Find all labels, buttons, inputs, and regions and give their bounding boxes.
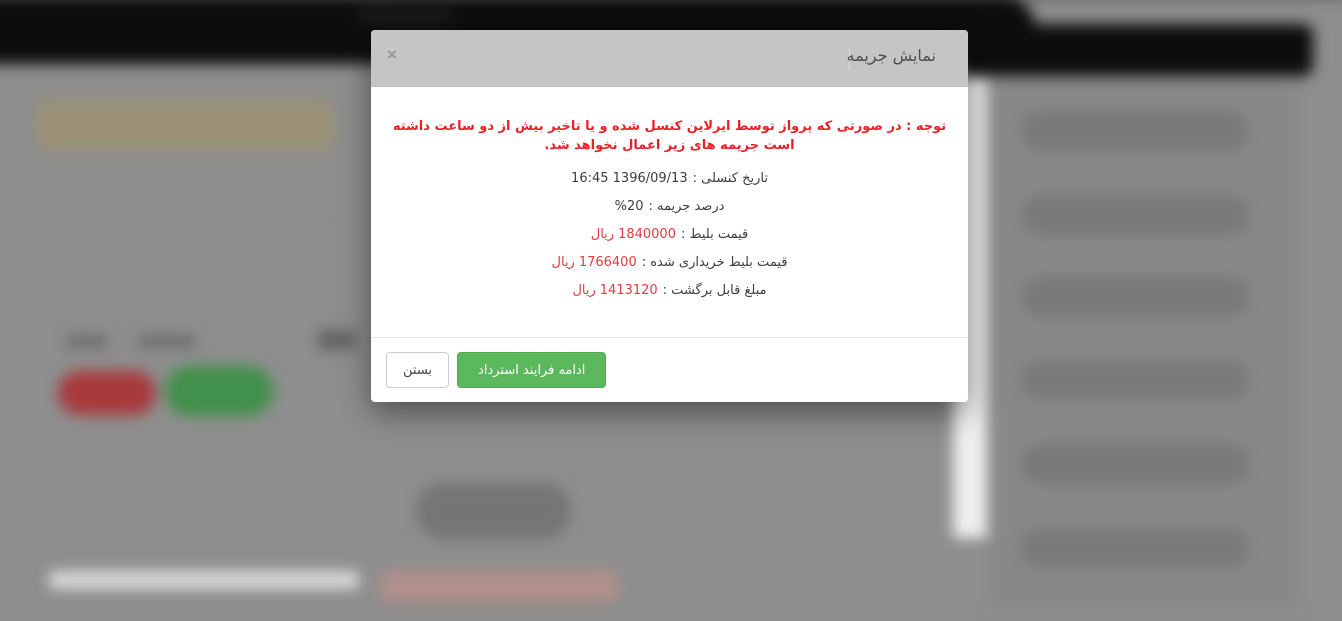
red-button-blurred <box>58 371 156 415</box>
purchased-price-row <box>391 255 948 271</box>
sidebar-item-blurred <box>1020 276 1250 318</box>
refundable-amount-label: مبلغ قابل برگشت : <box>662 283 767 298</box>
alert-banner-blurred <box>36 100 334 150</box>
input-line-blurred <box>48 571 360 589</box>
text-blob-3 <box>66 335 108 348</box>
penalty-warning-text: توجه : در صورتی که پرواز توسط ایرلاین کنسل شده و یا تاخیر بیش از دو ساعت داشته است جریمه های زیر اعمال نخواهد شد. <box>392 119 947 153</box>
penalty-percent-row <box>391 199 948 215</box>
sidebar-item-blurred <box>1020 527 1250 569</box>
center-pill-blurred <box>416 482 571 540</box>
ticket-price-row <box>391 227 948 243</box>
cancel-date-value: 1396/09/13 16:45 <box>571 171 688 186</box>
green-button-blurred <box>165 366 273 416</box>
ticket-price-unit: ریال <box>590 227 615 242</box>
close-button[interactable]: بستن <box>386 352 449 388</box>
pink-box-blurred <box>381 571 618 601</box>
purchased-price-label: قیمت بلیط خریداری شده : <box>641 255 788 270</box>
ticket-price-label: قیمت بلیط : <box>680 227 749 242</box>
brand-logo-blob <box>358 8 453 22</box>
dotted-separator-bottom <box>48 544 918 546</box>
refundable-amount-unit: ریال <box>572 283 596 298</box>
sidebar-navbar-blurred <box>961 24 1313 76</box>
cancel-date-label: تاریخ کنسلی : <box>692 171 768 186</box>
close-icon[interactable]: × <box>387 45 397 64</box>
cancel-date-row <box>391 171 948 187</box>
sidebar-item-blurred <box>1020 194 1250 236</box>
modal-footer <box>371 337 968 402</box>
sidebar-item-blurred <box>1020 359 1250 401</box>
sidebar-item-blurred <box>1020 443 1250 485</box>
modal-body <box>371 87 968 299</box>
purchased-price-value: 1766400 <box>578 255 637 270</box>
continue-refund-button[interactable]: ادامه فرایند استرداد <box>457 352 606 388</box>
penalty-modal <box>371 30 968 402</box>
text-blob-2 <box>138 335 196 348</box>
ticket-price-value: 1840000 <box>618 227 676 242</box>
sidebar-item-blurred <box>1020 110 1250 152</box>
refundable-amount-row <box>391 283 948 299</box>
purchased-price-unit: ریال <box>551 255 575 270</box>
penalty-percent-label: درصد جریمه : <box>648 199 725 214</box>
penalty-percent-value: 20% <box>614 199 644 214</box>
text-blob-1 <box>318 330 356 350</box>
modal-title: نمایش جریمه <box>846 46 936 65</box>
refundable-amount-value: 1413120 <box>599 283 658 298</box>
modal-header <box>371 30 968 87</box>
